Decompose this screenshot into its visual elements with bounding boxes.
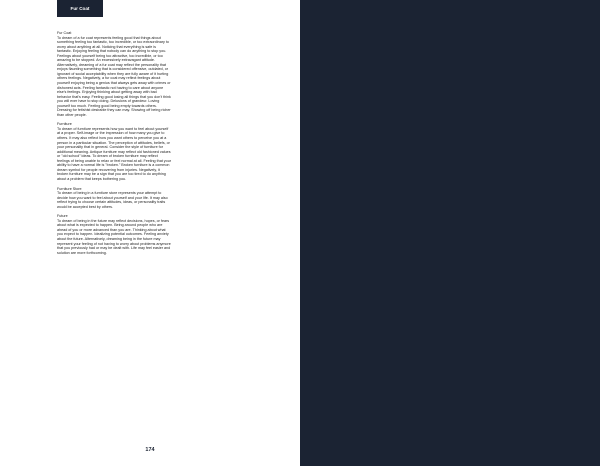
- entry-fur-coat: [57, 31, 171, 117]
- entry-heading: Future: [57, 214, 68, 219]
- entry-future: [57, 214, 171, 255]
- page-number: 174: [145, 447, 155, 453]
- entry-body: To dream of a fur coat represents feeling good that things about something feeling too fantastic, too incredible, or too extraordinary to worry about anything at all. Noticing that everything is safe is fantastic. Enjoying feeling that nobody can do anything to stop you. Feelings about yourself being too attractive, too incredible, or too amazing to be stopped. An excessively extravagant attitude. Alternatively, dreaming of a fur coat may reflect the personality that enjoys flaunting something that is considered offensive, outdated, or ignorant of social acceptability when they are fully aware of it hurting others feelings. Negatively, a fur coat may reflect feelings about yourself enjoying being a genius that always gets away with crimes or dishonest acts. Feeling fantastic not having to care about anyone else's feelings. Enjoying thinking about getting away with bad behavior that's easy. Feeling good losing all things that you don't think you will ever have to stop doing. Delusions of grandeur. Loving yourself too much. Feeling good being empty towards others. Dressing for fetishist desirable they can may. Showing off being richer than other people.: [57, 35, 171, 117]
- entry-furniture-store: [57, 187, 171, 210]
- dictionary-content: [57, 31, 171, 260]
- section-tab: Fur Coat: [57, 0, 103, 17]
- right-page-dark-panel: [300, 0, 600, 466]
- entry-body: To dream of furniture represents how you want to feel about yourself at a proper. Self-image or the impression of how many you give to others. It may also reflect how you want others to perceive you at a person in a particular situation. The perception of attitudes, beliefs, or your personality that in general. Consider the style of furniture for additional meaning. Antique furniture may reflect old fashioned values or "old school" ideas. To dream of broken furniture may reflect feelings of being unable to relax or feel normal at all. Feeling that your ability to have a normal life is "broken." Broken furniture is a common dream symbol for people recovering from injuries. Negatively, it broken furniture may be a sign that you are too tired to do anything about a problem that keeps bothering you.: [57, 126, 171, 181]
- entry-heading: Furniture: [57, 122, 72, 127]
- entry-heading: Furniture Store: [57, 186, 82, 191]
- entry-furniture: [57, 122, 171, 181]
- entry-body: To dream of being in a furniture store represents your attempt to decide how you want to feel about yourself and your life. It may also reflect trying to choose certain attitudes, ideas, or personality traits would be accepted best by others.: [57, 191, 168, 209]
- entry-body: To dream of being in the future may reflect decisions, hopes, or fears about what is expected to happen. Being around people who are ahead of you or more advanced than you are. Thinking about what you expect to happen. Idealizing potential outcomes. Feeling anxiety about the future. Alternatively, dreaming being in the future may represent your feeling of not having to worry about problems anymore that you previously had or may be dealt with. Life may feel easier and solution are more forthcoming.: [57, 218, 171, 255]
- entry-heading: Fur Coat: [57, 31, 72, 35]
